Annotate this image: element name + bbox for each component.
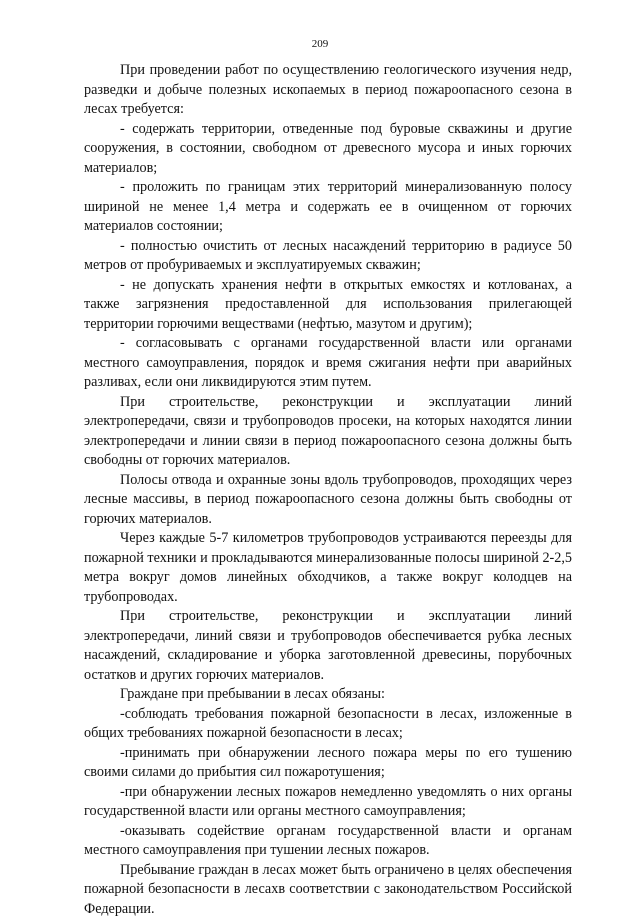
paragraph-pipeline-crossings: Через каждые 5-7 километров трубопроводов устраиваются переезды для пожарной техники и прокладываются минерализованные полосы шириной 2-2,5 метра вокруг домов линейных обходчиков, а также вокруг колодцев на трубопроводах. [84,529,572,607]
paragraph-clear-radius: - полностью очистить от лесных насаждений территорию в радиусе 50 метров от пробуриваемых и эксплуатируемых скважин; [84,237,572,276]
document-body [84,61,572,919]
paragraph-geological-works-intro: При проведении работ по осуществлению геологического изучения недр, разведки и добыче полезных ископаемых в период пожароопасного сезона в лесах требуется: [84,61,572,120]
paragraph-logging-cleanup: При строительстве, реконструкции и эксплуатации линий электропередачи, линий связи и трубопроводов обеспечивается рубка лесных насаждений, складирование и уборка заготовленной древесины, порубочных остатков и других горючих материалов. [84,607,572,685]
paragraph-pipeline-zones: Полосы отвода и охранные зоны вдоль трубопроводов, проходящих через лесные массивы, в период пожароопасного сезона должны быть свободны от горючих материалов. [84,471,572,530]
paragraph-keep-territory-clean: - содержать территории, отведенные под буровые скважины и другие сооружения, в состоянии, свободном от древесного мусора и иных горючих материалов; [84,120,572,179]
paragraph-access-restriction: Пребывание граждан в лесах может быть ограничено в целях обеспечения пожарной безопасности в лесахв соответствии с законодательством Российской Федерации. [84,861,572,919]
paragraph-obligation-extinguish: -принимать при обнаружении лесного пожара меры по его тушению своими силами до прибытия сил пожаротушения; [84,744,572,783]
paragraph-mineralized-strip: - проложить по границам этих территорий минерализованную полосу шириной не менее 1,4 метра и содержать ее в очищенном от горючих материалов состоянии; [84,178,572,237]
paragraph-oil-storage: - не допускать хранения нефти в открытых емкостях и котлованах, а также загрязнения предоставленной для использования прилегающей территории горючими веществами (нефтью, мазутом и другим); [84,276,572,335]
paragraph-obligation-follow-rules: -соблюдать требования пожарной безопасности в лесах, изложенные в общих требованиях пожарной безопасности в лесах; [84,705,572,744]
paragraph-citizens-obligations: Граждане при пребывании в лесах обязаны: [84,685,572,705]
page-number: 209 [0,38,640,50]
paragraph-obligation-assist: -оказывать содействие органам государственной власти и органам местного самоуправления при тушении лесных пожаров. [84,822,572,861]
paragraph-oil-burning-approval: - согласовывать с органами государственной власти или органами местного самоуправления, порядок и время сжигания нефти при аварийных разливах, если они ликвидируются этим путем. [84,334,572,393]
paragraph-power-lines-clearings: При строительстве, реконструкции и эксплуатации линий электропередачи, связи и трубопроводов просеки, на которых находятся линии электропередачи и линии связи в период пожароопасного сезона должны быть свободны от горючих материалов. [84,393,572,471]
paragraph-obligation-notify: -при обнаружении лесных пожаров немедленно уведомлять о них органы государственной власти или органы местного самоуправления; [84,783,572,822]
